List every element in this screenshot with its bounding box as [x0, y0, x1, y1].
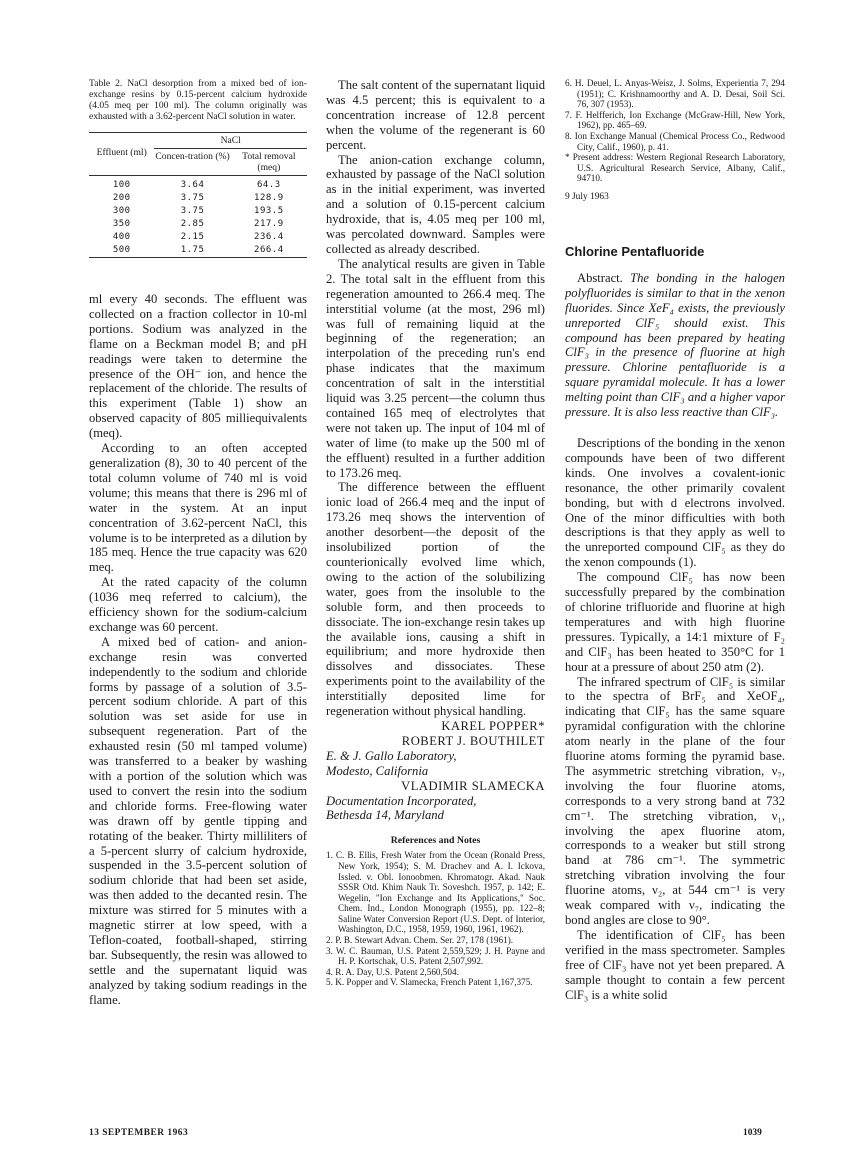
cell-effluent: 200: [112, 193, 131, 203]
references-list: [326, 850, 545, 988]
cell-concentration: 3.75: [180, 193, 205, 203]
paragraph: The analytical results are given in Table 2. The total salt in the effluent from this regeneration amounted to 266.4 meq. The interstitial volume (at the most, 296 ml) was full of remaining liquid at the beginning of the regeneration; an interpolation of the preceding run's end phase indicates that the maximum concentration of salt in the interstitial liquid was 3.25 percent—the column thus contained 165 meq of electrolytes that were not taken up. The input of 104 ml of water of lime (to make up the 500 ml of the effluent) resulted in a further addition to 173.26 meq.: [326, 256, 545, 480]
reference-item: 2. P. B. Stewart Advan. Chem. Ser. 27, 178 (1961).: [326, 935, 514, 946]
signature-block: [326, 719, 545, 823]
reference-item: 4. R. A. Day, U.S. Patent 2,560,504.: [326, 966, 459, 977]
affiliation-modesto: Modesto, California: [326, 763, 429, 778]
cell-concentration: 3.64: [180, 180, 205, 190]
abstract-text: The bonding in the halogen polyfluorides is similar to that in the xenon fluorides. Since XeF₄ exists, the previously unreported ClF₅ should exist. This compound has been prepared by heating ClF₃ in the presence of fluorine at high pressure. Chlorine pentafluoride is a square pyramidal molecule. It has a lower melting point than ClF₃ and a higher vapor pressure. It is also less reactive than ClF₃.: [565, 270, 785, 420]
author-slamecka: VLADIMIR SLAMECKA: [401, 778, 545, 793]
affiliation-gallo: E. & J. Gallo Laboratory,: [326, 748, 457, 763]
header-concentration: Concen-tration (%): [155, 151, 230, 162]
paragraph: The compound ClF₅ has now been successfully prepared by the combination of chlorine trifluoride and fluorine at high temperatures and with high fluorine pressures. Typically, a 14:1 mixture of F₂ and ClF₃ has been heated to 350°C for 1 hour at a pressure of about 250 atm (2).: [565, 570, 785, 674]
cell-total-removal: 266.4: [254, 245, 284, 255]
reference-item: 1. C. B. Ellis, Fresh Water from the Ocean (Ronald Press, New York, 1954); S. M. Drachev and A. I. Ickova, Issled. v. Obl. Ionoobmen. Khromatogr. Akad. Nauk SSSR Otd. Khim Nauk Tr. Soveshch. 1957, p. 142; E. Wegelin, "Ion Exchange and Its Applications," Soc. Chem. Ind., London Monograph (1955), pp. 122–8; Saline Water Conversion Report (U.S. Dept. of Interior, Washington, D.C., 1958, 1959, 1960, 1961, 1962).: [326, 850, 545, 935]
paragraph: ml every 40 seconds. The effluent was collected on a fraction collector in 10-ml portions. Sodium was analyzed in the flame on a Beckman model B; and pH readings were taken to determine the presence of the OH⁻ ion, and hence the replacement of the chloride. The results of this experiment (Table 1) show an observed capacity of 805 milliequivalents (meq).: [89, 292, 307, 441]
received-date: 9 July 1963: [565, 191, 609, 202]
table-row: [89, 176, 307, 193]
column-3: [565, 78, 785, 1002]
paragraph: The identification of ClF₅ has been verified in the mass spectrometer. Samples free of ClF₃ have not yet been prepared. A sample thought to contain a few percent ClF₃ is a white solid: [565, 927, 785, 1002]
reference-item: 7. F. Helfferich, Ion Exchange (McGraw-Hill, New York, 1962), pp. 465–69.: [565, 109, 785, 131]
paragraph: According to an often accepted generalization (8), 30 to 40 percent of the total column volume of 740 ml is void volume; this means that there is 296 ml of water in the system. At an input concentration of 3.62-percent NaCl, this volume is to be interpreted as a dilution by 185 meq. Hence the true capacity was 620 meq.: [89, 441, 307, 575]
header-effluent: Effluent (ml): [96, 147, 147, 158]
column-2: [326, 78, 545, 988]
author-bouthilet: ROBERT J. BOUTHILET: [401, 733, 545, 748]
column-2-body: [326, 78, 545, 719]
cell-concentration: 2.85: [180, 219, 205, 229]
cell-effluent: 100: [112, 180, 131, 190]
paragraph: The difference between the effluent ionic load of 266.4 meq and the input of 173.26 meq shows the intervention of another desorbent—the deposit of the insolubilized portion of the counterionically evolved lime which, owing to the action of the solubilizing water, goes from the insoluble to the soluble form, and then proceeds to dissociate. The ion-exchange resin takes up the available ions, causing a shift in equilibrium; and more hydroxide then dissolves and dissociates. These experiments point to the availability of the interstitially deposited lime for regeneration without physical handling.: [326, 480, 545, 719]
column-1-body: [89, 292, 307, 1008]
nacl-desorption-table: [89, 132, 307, 258]
reference-item: 6. H. Deuel, L. Anyas-Weisz, J. Solms, Experientia 7, 294 (1951); C. Krishnamoorthy and A. D. Desai, Soil Sci. 76, 307 (1953).: [565, 78, 785, 110]
reference-item: 5. K. Popper and V. Slamecka, French Patent 1,167,375.: [326, 977, 533, 988]
page-number: 1039: [743, 1128, 762, 1138]
cell-effluent: 400: [112, 232, 131, 242]
cell-total-removal: 217.9: [254, 219, 284, 229]
affiliation-documentation: Documentation Incorporated,: [326, 793, 477, 808]
abstract-label: Abstract.: [577, 270, 623, 285]
paragraph: A mixed bed of cation- and anion-exchange resin was converted independently to the sodium and chloride forms by passage of a solution of 3.5-percent sodium chloride. A part of this solution was set aside for use in subsequent regeneration. Part of the exhausted resin (50 ml tamped volume) was transferred to a beaker by washing with a portion of the solution which was used to convert the resin into the sodium and chloride forms. Free-flowing water was drawn off by gentle tipping and rotating of the beaker. Thirty milliliters of a 5-percent slurry of calcium hydroxide, suspended in the 3.5-percent solution of sodium chloride that had been set aside, was then added to the decanted resin. The mixture was stirred for 5 minutes with a magnetic stirrer at low speed, with a Teflon-coated, football-shaped, stirring bar. Subsequently, the resin was allowed to settle and the supernatant liquid was analyzed by taking sodium readings in the flame.: [89, 634, 307, 1007]
table-row: [89, 218, 307, 231]
paragraph: The infrared spectrum of ClF₅ is similar to the spectra of BrF₅ and XeOF₄, indicating that ClF₅ has the same square pyramidal configuration with the chlorine atom nearly in the plane of the four fluorine atoms forming the pyramid base. The asymmetric stretching vibration, ν₇, involving the four fluorine atoms, corresponds to a very strong band at 732 cm⁻¹. The stretching vibration, ν₁, involving the apex fluorine atom, corresponds to a weaker but still strong band at 786 cm⁻¹. The symmetric stretching vibration involving the four fluorine atoms, ν₂, at 544 cm⁻¹ is very weak compared with ν₇, indicating the bond angles are close to 90°.: [565, 674, 785, 927]
table-row: [89, 205, 307, 218]
reference-item: 8. Ion Exchange Manual (Chemical Process Co., Redwood City, Calif., 1960), p. 41.: [565, 130, 785, 152]
paragraph: The anion-cation exchange column, exhausted by passage of the NaCl solution as in the initial experiment, was inverted and a solution of 0.15-percent calcium hydroxide, that is, 4.05 meq per 100 ml, was percolated downward. Samples were collected as already described.: [326, 152, 545, 256]
paragraph: At the rated capacity of the column (1036 meq referred to calcium), the efficiency shown for the sodium-calcium exchange was 60 percent.: [89, 575, 307, 634]
cell-effluent: 500: [112, 245, 131, 255]
cell-total-removal: 64.3: [257, 180, 281, 190]
cell-concentration: 2.15: [180, 232, 205, 242]
article-title: Chlorine Pentafluoride: [565, 243, 705, 259]
header-nacl: NaCl: [154, 133, 307, 149]
cell-total-removal: 193.5: [254, 206, 284, 216]
paragraph: The salt content of the supernatant liquid was 4.5 percent; this is equivalent to a concentration increase of 12.8 percent when the volume of the regenerant is 60 percent.: [326, 78, 545, 152]
abstract: [565, 271, 785, 420]
column-3-body: [565, 436, 785, 1002]
paragraph: Descriptions of the bonding in the xenon compounds have been of two different kinds. One involves a covalent-ionic resonance, the other primarily covalent bonding, but with d electrons involved. One of the minor difficulties with both descriptions is that they apply as well to the unreported compound ClF₅ as they do the xenon compounds (1).: [565, 436, 785, 570]
cell-effluent: 350: [112, 219, 131, 229]
cell-effluent: 300: [112, 206, 131, 216]
reference-item: * Present address: Western Regional Research Laboratory, U.S. Agricultural Research Service, Albany, Calif., 94710.: [565, 152, 785, 184]
author-popper: KAREL POPPER*: [441, 718, 545, 733]
cell-total-removal: 236.4: [254, 232, 284, 242]
reference-item: 3. W. C. Bauman, U.S. Patent 2,559,529; J. H. Payne and H. P. Kortschak, U.S. Patent 2,507,992.: [326, 945, 545, 967]
cell-concentration: 3.75: [180, 206, 205, 216]
references-list-continued: [565, 78, 785, 184]
affiliation-bethesda: Bethesda 14, Maryland: [326, 808, 444, 823]
header-total-removal: Total removal (meq): [242, 151, 296, 173]
column-1: [89, 78, 307, 1008]
cell-total-removal: 128.9: [254, 193, 284, 203]
cell-concentration: 1.75: [180, 245, 205, 255]
references-heading: References and Notes: [390, 835, 481, 847]
table-caption: Table 2. NaCl desorption from a mixed bed of ion-exchange resins by 0.15-percent calcium hydroxide (4.05 meq per 100 ml). The column originally was exhausted with a 3.62-percent NaCl solution in water.: [89, 78, 307, 122]
table-row: [89, 244, 307, 258]
table-row: [89, 192, 307, 205]
footer-date: 13 SEPTEMBER 1963: [89, 1128, 189, 1138]
table-row: [89, 231, 307, 244]
